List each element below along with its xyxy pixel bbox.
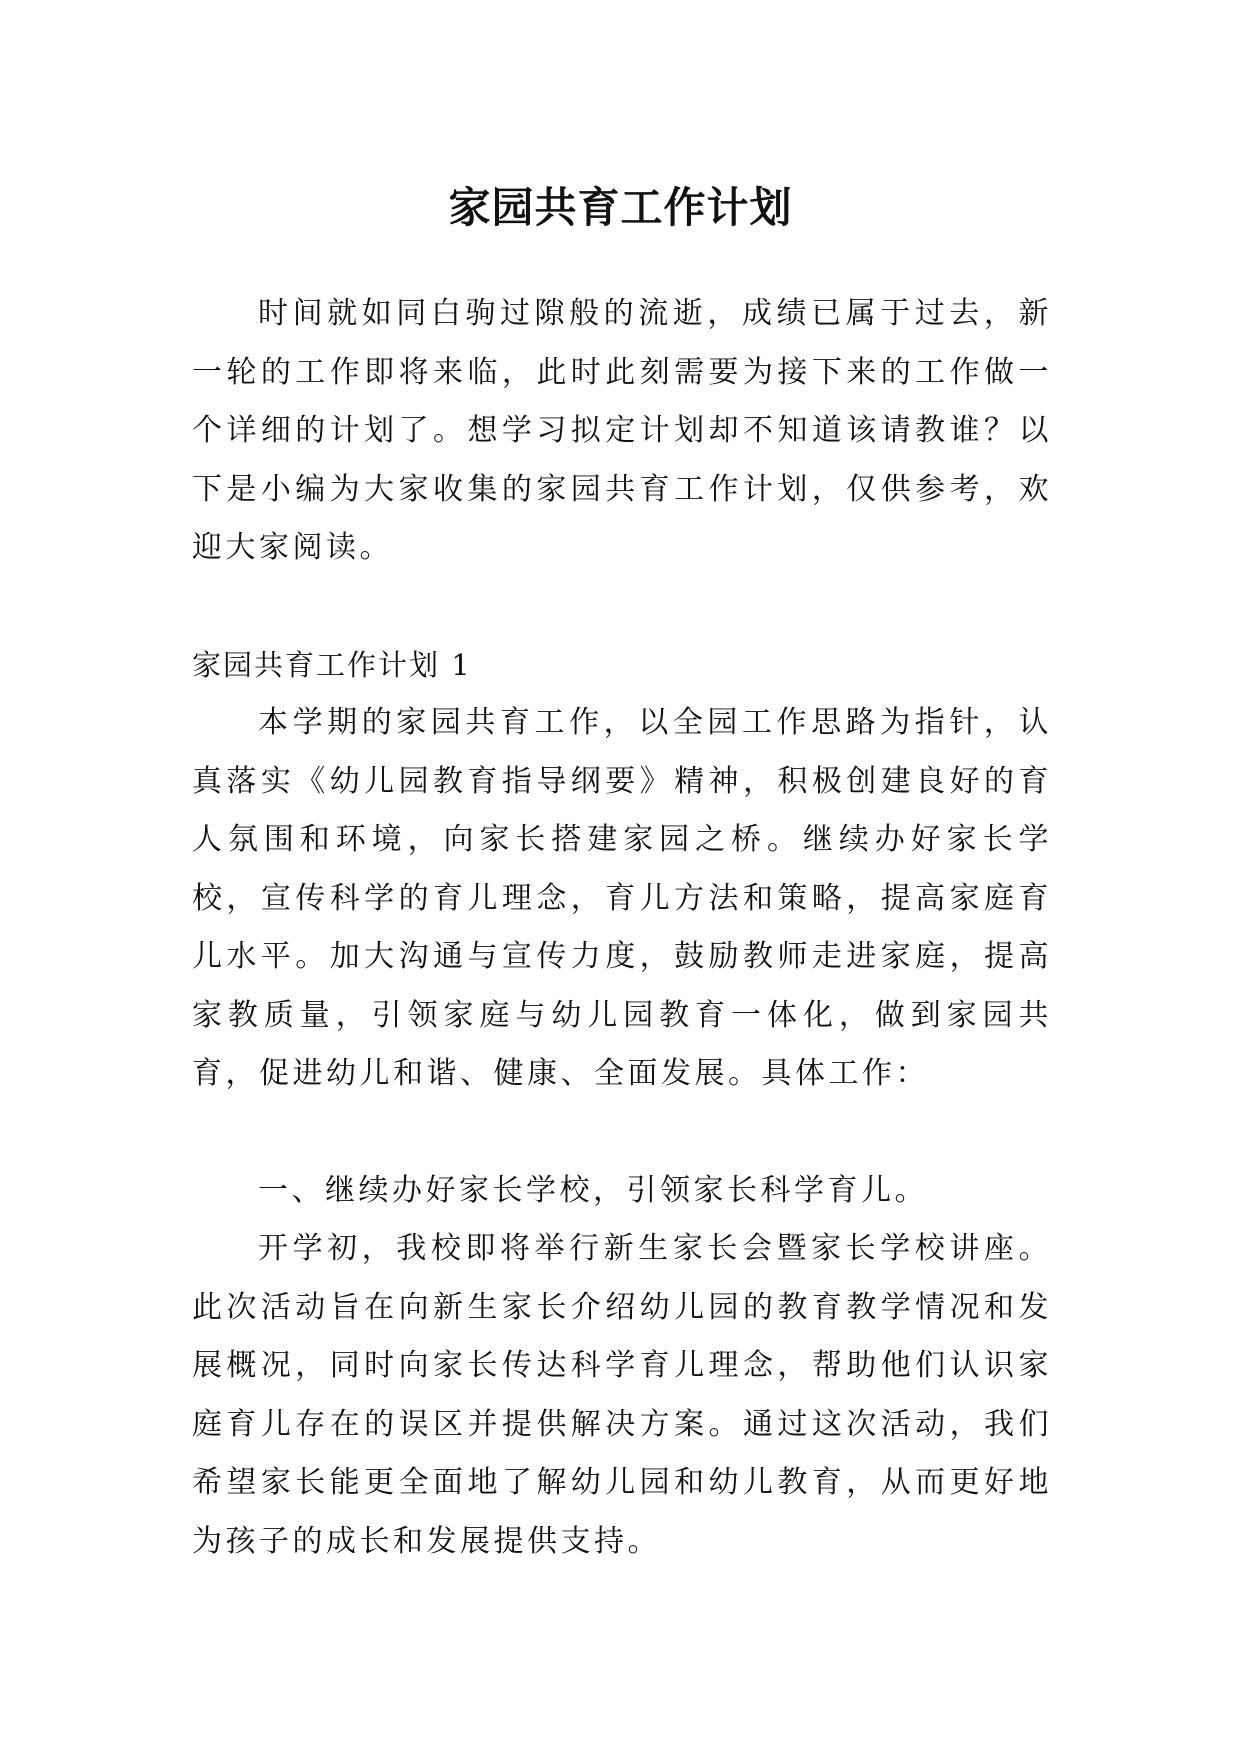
point-body-paragraph: 开学初，我校即将举行新生家长会暨家长学校讲座。此次活动旨在向新生家长介绍幼儿园的教育教学情况和发展概况，同时向家长传达科学育儿理念，帮助他们认识家庭育儿存在的误区并提供解决方案。通过这次活动，我们希望家长能更全面地了解幼儿园和幼儿教育，从而更好地为孩子的成长和发展提供支持。 xyxy=(192,1231,1052,1559)
paragraph-spacer xyxy=(192,578,1052,636)
document-body xyxy=(192,285,1052,1571)
document-title: 家园共育工作计划 xyxy=(448,183,793,233)
point-heading: 一、继续办好家长学校，引领家长科学育儿。 xyxy=(258,1172,928,1208)
section-body-paragraph: 本学期的家园共育工作，以全园工作思路为指针，认真落实《幼儿园教育指导纲要》精神，积极创建良好的育人氛围和环境，向家长搭建家园之桥。继续办好家长学校，宣传科学的育儿理念，育儿方法和策略，提高家庭育儿水平。加大沟通与宣传力度，鼓励教师走进家庭，提高家教质量，引领家庭与幼儿园教育一体化，做到家园共育，促进幼儿和谐、健康、全面发展。具体工作： xyxy=(192,705,1052,1091)
paragraph-spacer xyxy=(192,1104,1052,1162)
intro-paragraph: 时间就如同白驹过隙般的流逝，成绩已属于过去，新一轮的工作即将来临，此时此刻需要为接下来的工作做一个详细的计划了。想学习拟定计划却不知道该请教谁？以下是小编为大家收集的家园共育工作计划，仅供参考，欢迎大家阅读。 xyxy=(192,296,1052,565)
section-title: 家园共育工作计划 1 xyxy=(192,647,472,682)
